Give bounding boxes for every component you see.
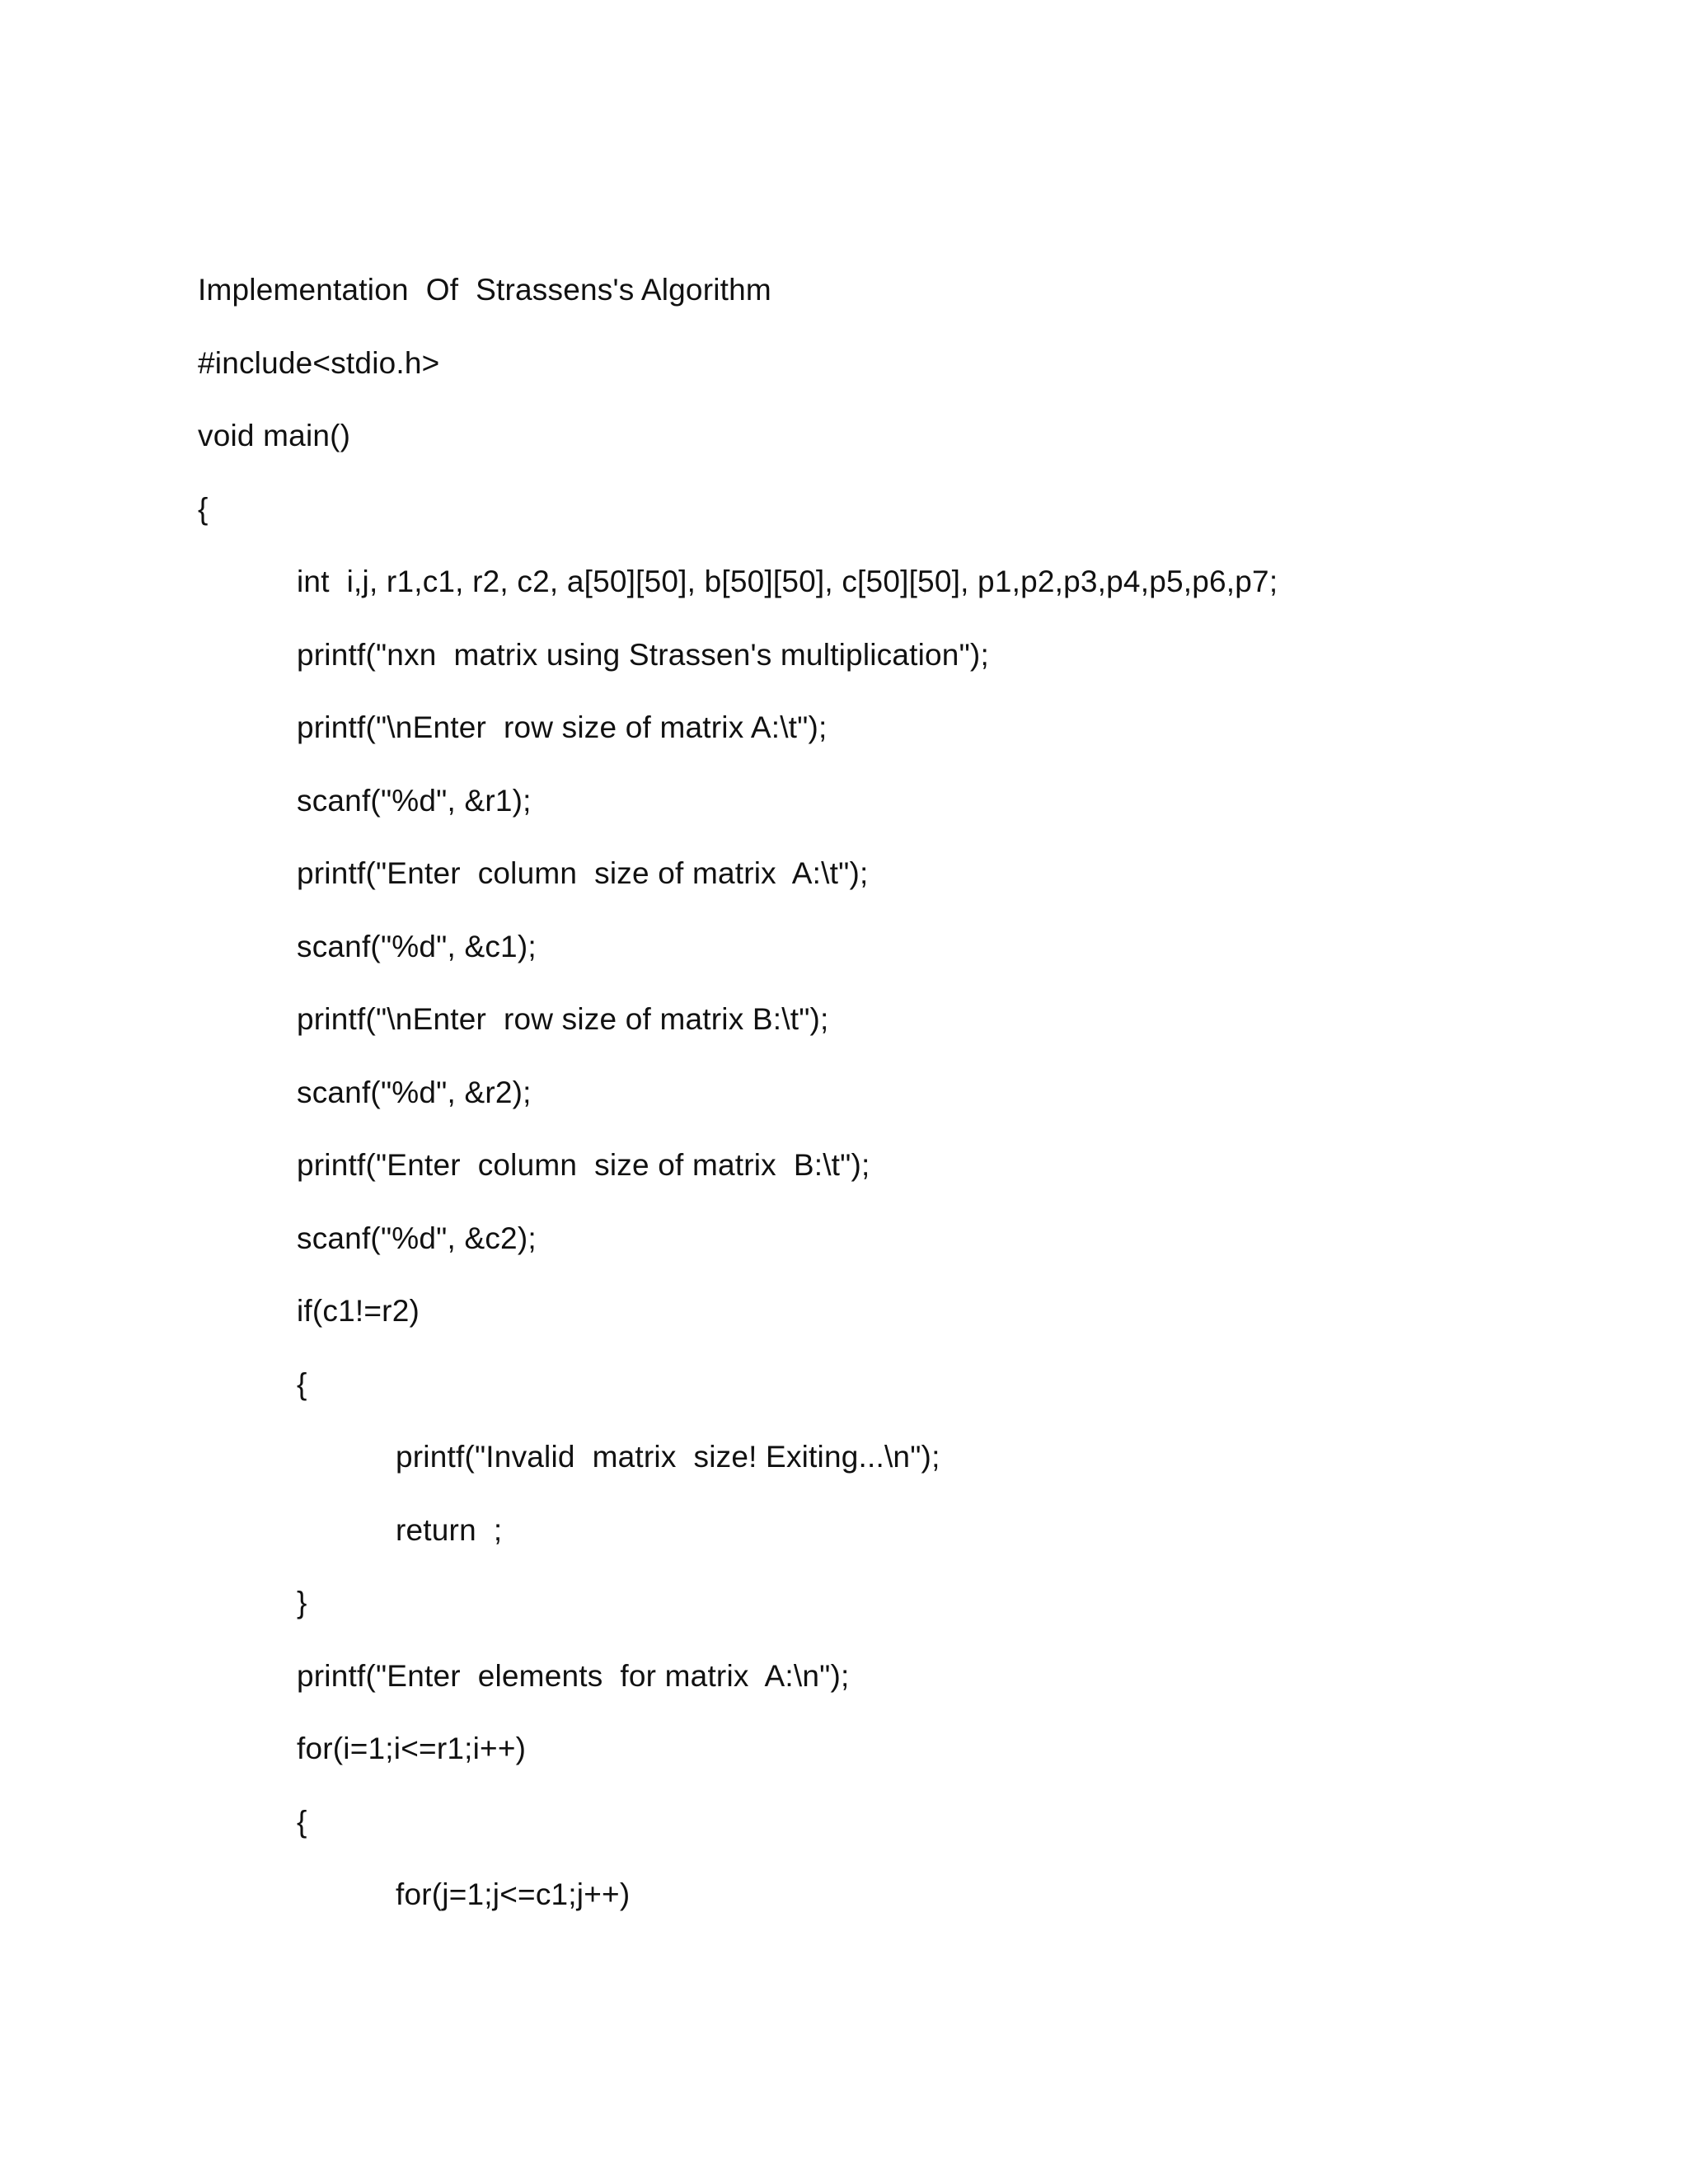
code-line-printf-col-a: printf("Enter column size of matrix A:\t"); (297, 856, 869, 890)
code-line-for-open-brace: { (297, 1805, 307, 1839)
code-line-for-i: for(i=1;i<=r1;i++) (297, 1732, 527, 1765)
code-line-printf-invalid: printf("Invalid matrix size! Exiting...\n"); (396, 1440, 940, 1474)
code-line-scanf-r1: scanf("%d", &r1); (297, 784, 532, 818)
code-line-printf-row-b: printf("\nEnter row size of matrix B:\t"); (297, 1002, 829, 1036)
code-line-main-signature: void main() (198, 419, 351, 452)
code-line-if-close-brace: } (297, 1586, 307, 1619)
code-line-for-j: for(j=1;j<=c1;j++) (396, 1877, 631, 1911)
code-line-declarations: int i,j, r1,c1, r2, c2, a[50][50], b[50][50], c[50][50], p1,p2,p3,p4,p5,p6,p7; (297, 565, 1278, 598)
code-line-scanf-r2: scanf("%d", &r2); (297, 1076, 532, 1109)
code-line-scanf-c2: scanf("%d", &c2); (297, 1221, 537, 1255)
document-title: Implementation Of Strassens's Algorithm (198, 273, 771, 307)
code-line-open-brace: { (198, 492, 209, 526)
code-line-printf-title: printf("nxn matrix using Strassen's multiplication"); (297, 638, 989, 672)
code-line-printf-col-b: printf("Enter column size of matrix B:\t"); (297, 1148, 870, 1182)
code-line-include: #include<stdio.h> (198, 346, 440, 380)
code-line-printf-elements-a: printf("Enter elements for matrix A:\n"); (297, 1659, 850, 1693)
code-line-if-check: if(c1!=r2) (297, 1294, 420, 1328)
code-line-printf-row-a: printf("\nEnter row size of matrix A:\t"); (297, 710, 828, 744)
code-line-scanf-c1: scanf("%d", &c1); (297, 930, 537, 963)
code-line-return: return ; (396, 1513, 503, 1547)
code-line-if-open-brace: { (297, 1367, 307, 1401)
